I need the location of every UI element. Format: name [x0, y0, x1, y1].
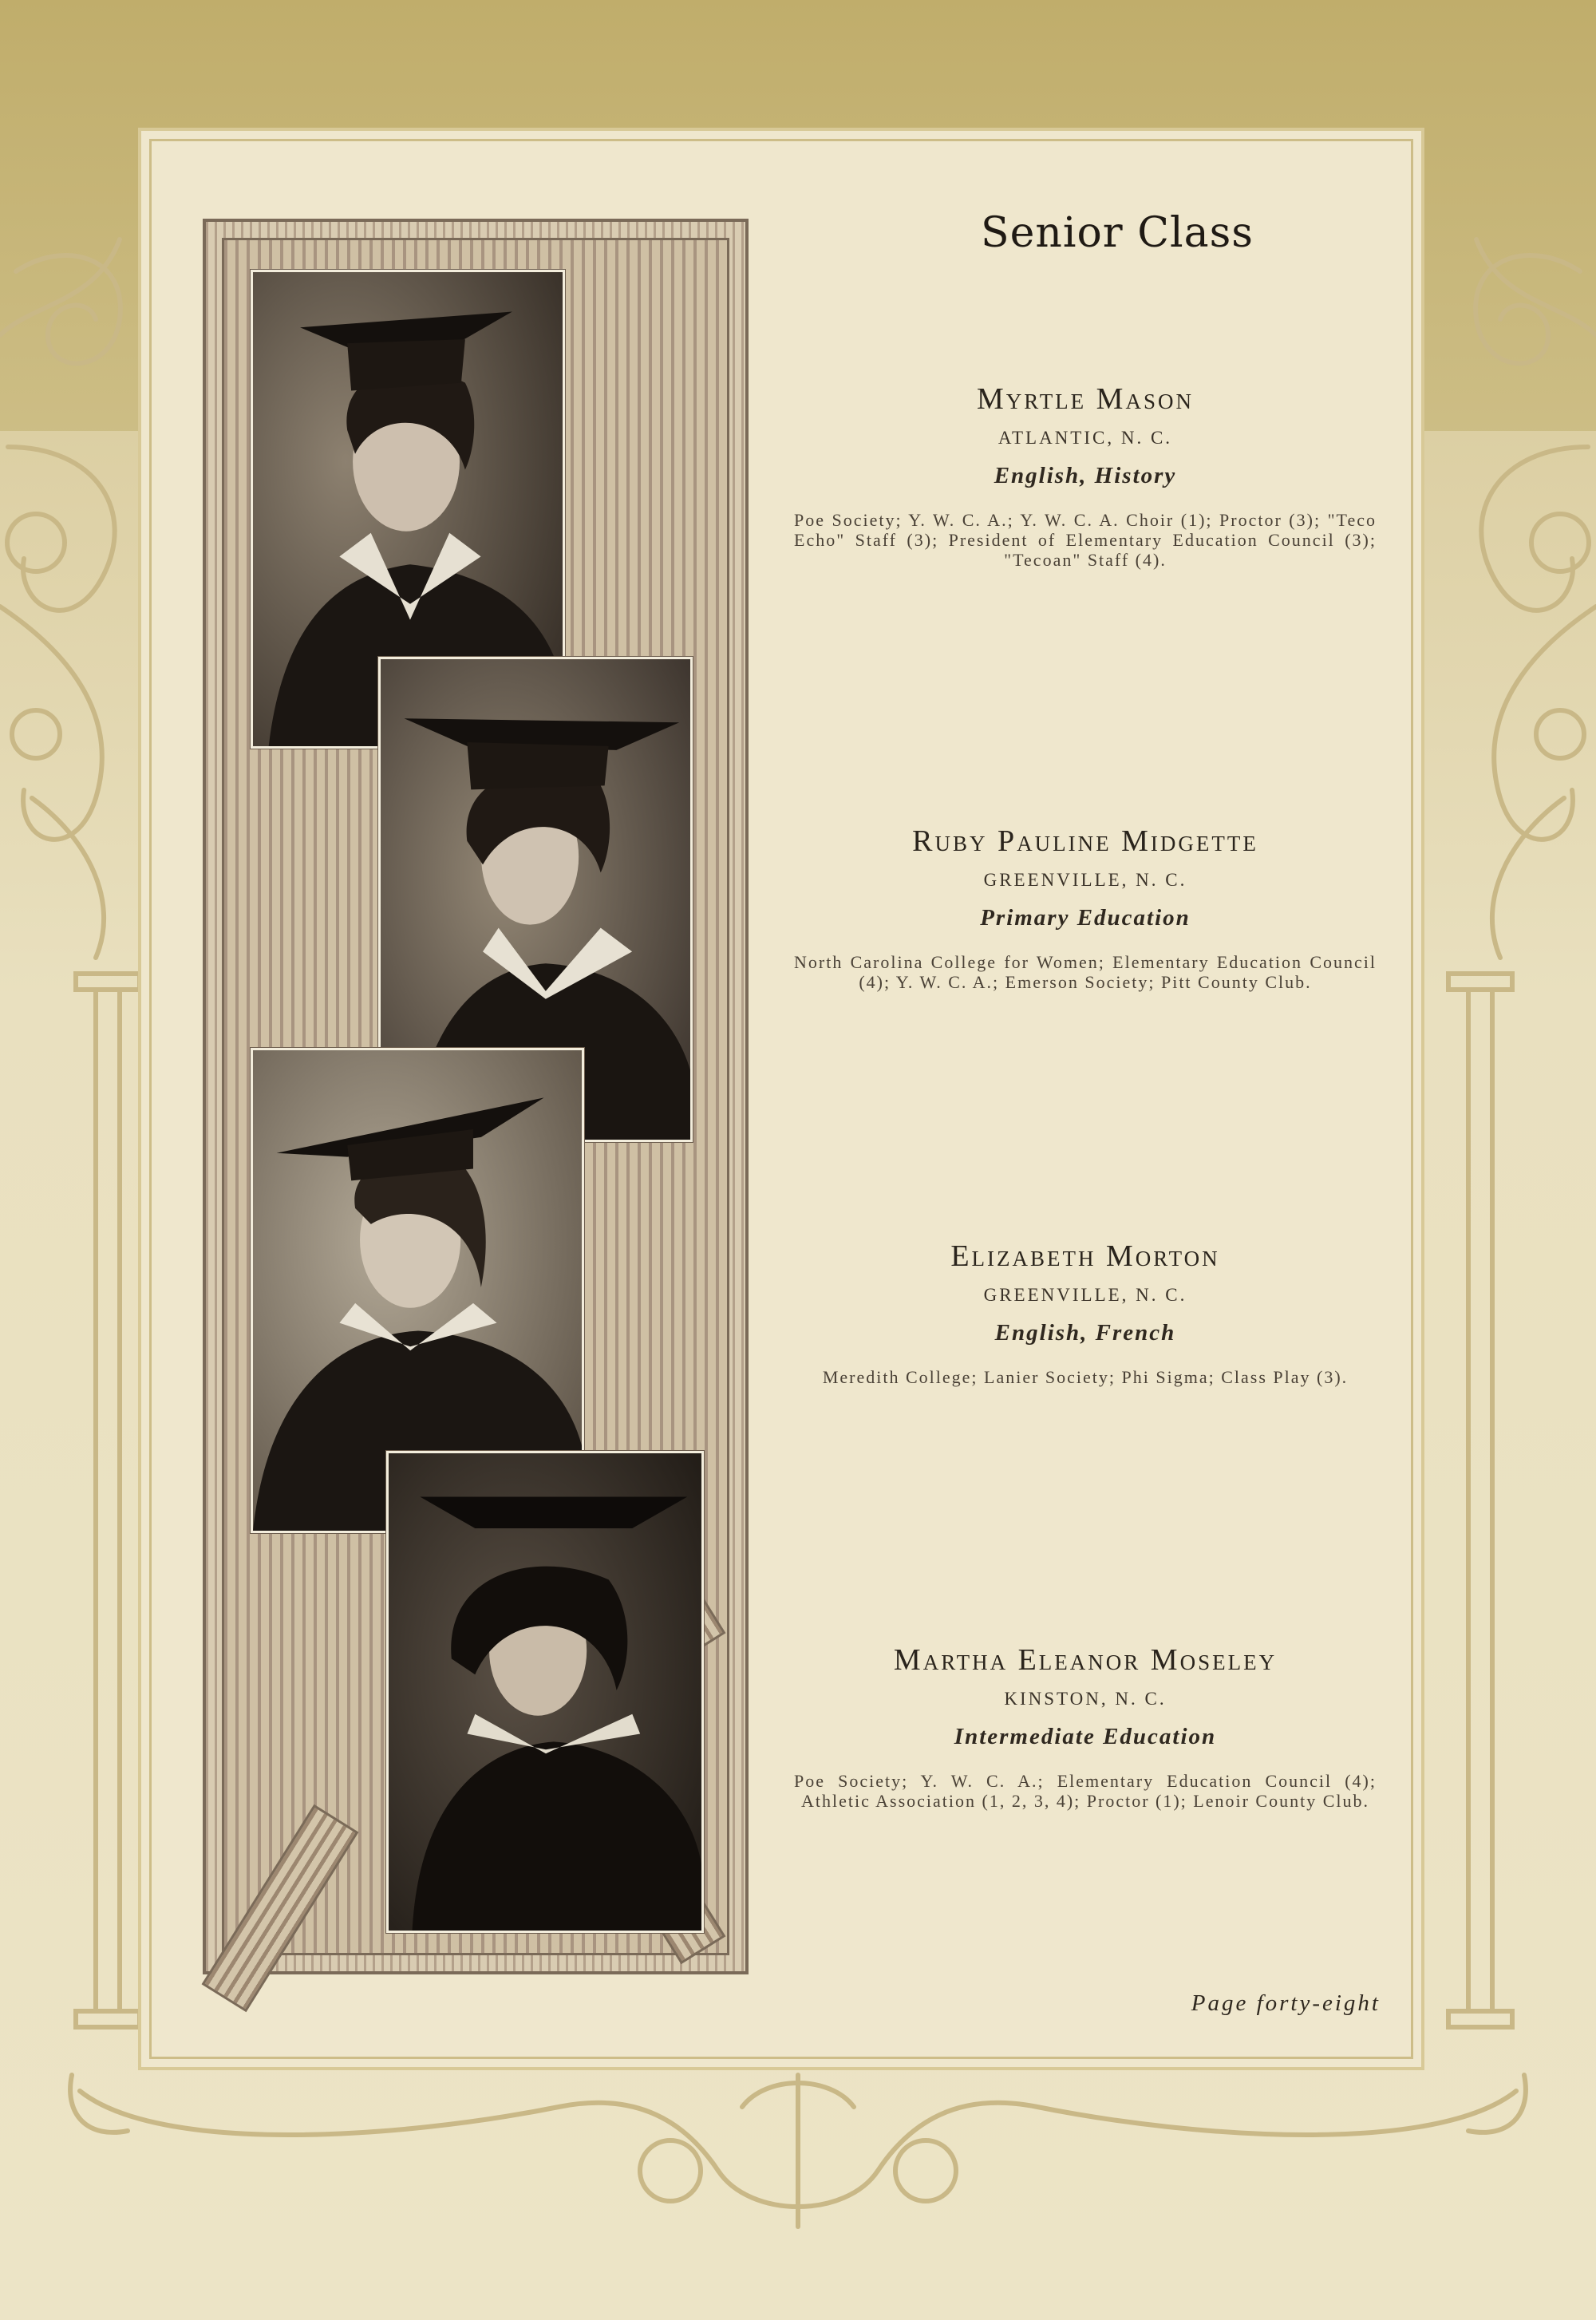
student-activities: Poe Society; Y. W. C. A.; Elementary Education Council (4); Athletic Association (1, 2, 3, 4); Proctor (1); Lenoir County Club.	[794, 1771, 1377, 1811]
student-activities: Meredith College; Lanier Society; Phi Sigma; Class Play (3).	[822, 1367, 1349, 1387]
senior-entry	[794, 1239, 1377, 1387]
student-name: Ruby Pauline Midgette	[912, 824, 1258, 858]
senior-entry	[794, 824, 1377, 992]
portrait-photo	[386, 1451, 704, 1933]
senior-entry	[794, 381, 1377, 570]
student-name: Martha Eleanor Moseley	[893, 1643, 1278, 1677]
student-name: Elizabeth Morton	[950, 1239, 1220, 1273]
student-name: Myrtle Mason	[977, 382, 1194, 416]
portrait-frame	[203, 219, 749, 1974]
student-major: Intermediate Education	[954, 1724, 1217, 1749]
student-hometown: KINSTON, N. C.	[1004, 1689, 1167, 1709]
senior-entry	[794, 1642, 1377, 1811]
student-major: English, History	[994, 463, 1177, 488]
student-hometown: ATLANTIC, N. C.	[998, 428, 1173, 448]
student-major: English, French	[994, 1320, 1176, 1346]
student-major: Primary Education	[980, 905, 1191, 931]
student-hometown: GREENVILLE, N. C.	[983, 870, 1187, 890]
page-number: Page forty-eight	[1191, 1990, 1381, 2016]
page-title: Senior Class	[980, 209, 1254, 257]
student-hometown: GREENVILLE, N. C.	[983, 1285, 1187, 1305]
student-activities: North Carolina College for Women; Elementary Education Council (4); Y. W. C. A.; Emerson Society; Pitt County Club.	[794, 952, 1377, 992]
student-activities: Poe Society; Y. W. C. A.; Y. W. C. A. Choir (1); Proctor (3); "Teco Echo" Staff (3); President of Elementary Education Council (3); "Tecoan" Staff (4).	[794, 510, 1377, 570]
